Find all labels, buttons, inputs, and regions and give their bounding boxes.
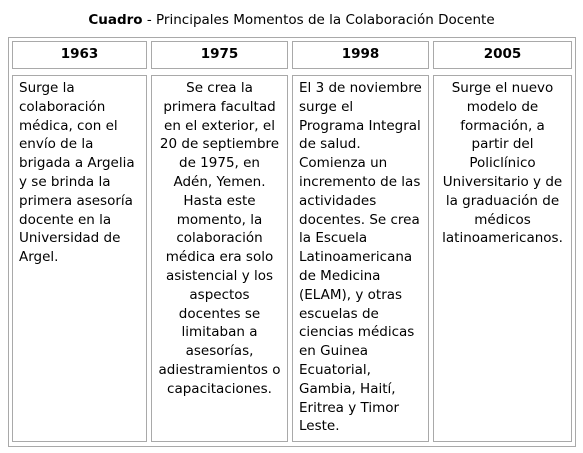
year-header-2005: 2005 [433,41,572,69]
year-header-1975: 1975 [151,41,288,69]
milestone-1975: Se crea la primera facultad en el exterior, el 20 de septiembre de 1975, en Adén, Yemen. Hasta este momento, la colaboración médica era solo asistencial y los aspectos docentes se limitaban a asesorías, adiestramientos o capacitaciones. [151,75,288,442]
timeline-table [8,37,576,447]
milestone-1963: Surge la colaboración médica, con el envío de la brigada a Argelia y se brinda la primera asesoría docente en la Universidad de Argel. [12,75,147,442]
year-header-1998: 1998 [292,41,429,69]
year-header-1963: 1963 [12,41,147,69]
milestone-1998: El 3 de noviembre surge el Programa Integral de salud. Comienza un incremento de las actividades docentes. Se crea la Escuela Latinoamericana de Medicina (ELAM), y otras escuelas de ciencias médicas en Guinea Ecuatorial, Gambia, Haití, Eritrea y Timor Leste. [292,75,429,442]
table-caption [0,11,583,29]
milestone-2005: Surge el nuevo modelo de formación, a partir del Policlínico Universitario y de la graduación de médicos latinoamericanos. [433,75,572,442]
caption-title: - Principales Momentos de la Colaboración Docente [142,12,495,28]
caption-label: Cuadro [88,12,143,28]
